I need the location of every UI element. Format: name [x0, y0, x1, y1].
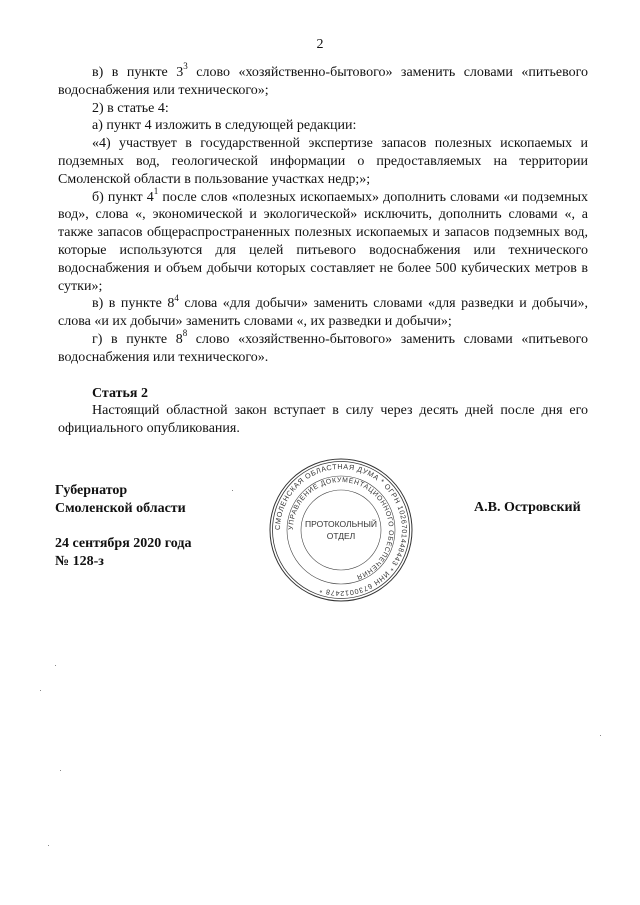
amendment-paragraph: а) пункт 4 изложить в следующей редакции:	[92, 118, 357, 134]
seal-outer-text: СМОЛЕНСКАЯ ОБЛАСТНАЯ ДУМА * ОГРН 1026701448443 * ИНН 6730012478 *	[272, 461, 410, 599]
scan-speck	[600, 735, 601, 736]
amendment-paragraph: «4) участвует в государственной экспертизе запасов полезных ископаемых и подземных вод, геологической информации о предоставляемых на территории Смоленской области в пользование участках недр;»;	[58, 136, 588, 187]
official-seal	[266, 455, 416, 605]
amendment-paragraph: в) в пункте $8^4$ слова «для добычи» заменить словами «для разведки и добычи», слова «и их добычи» заменить словами «, их разведки и добычи»;	[58, 292, 588, 330]
law-date: 24 сентября 2020 года	[55, 536, 192, 551]
signatory-name: А.В. Островский	[474, 500, 581, 515]
seal-center-line1: ПРОТОКОЛЬНЫЙ	[305, 519, 377, 529]
document-body	[58, 61, 588, 438]
seal-inner-text: УПРАВЛЕНИЕ ДОКУМЕНТАЦИОННОГО ОБЕСПЕЧЕНИЯ	[287, 476, 395, 581]
law-date-number	[55, 535, 191, 571]
scan-speck	[60, 770, 61, 771]
scan-speck	[55, 665, 56, 666]
scan-speck	[232, 490, 233, 491]
article-text: Настоящий областной закон вступает в силу через десять дней после дня его официального опубликования.	[58, 403, 588, 437]
amendment-paragraph: г) в пункте $8^8$ слово «хозяйственно-бытового» заменить словами «питьевого водоснабжения или технического».	[58, 328, 588, 365]
scan-speck	[48, 845, 49, 846]
page-number: 2	[316, 37, 324, 52]
article-title: Статья 2	[92, 385, 148, 401]
signatory-title: Губернатор Смоленской области	[55, 483, 186, 516]
law-number: № 128-з	[55, 554, 104, 569]
amendment-paragraph: в) в пункте $3^3$ слово «хозяйственно-бытового» заменить словами «питьевого водоснабжения или технического»;	[58, 61, 588, 98]
amendment-paragraph: 2) в статье 4:	[92, 100, 169, 116]
seal-center-line2: ОТДЕЛ	[326, 531, 356, 541]
scan-speck	[40, 690, 41, 691]
amendment-paragraph: б) пункт $4^1$ после слов «полезных ископаемых» дополнить словами «и подземных вод», слова «, экономической и экологической» исключить, дополнить словами «, а также запасов общераспространенных полезных ископаемых и запасов подземных вод, которые используются для целей питьевого водоснабжения или технического водоснабжения и объем добычи которых составляет не более 500 кубических метров в сутки»;	[58, 185, 588, 294]
